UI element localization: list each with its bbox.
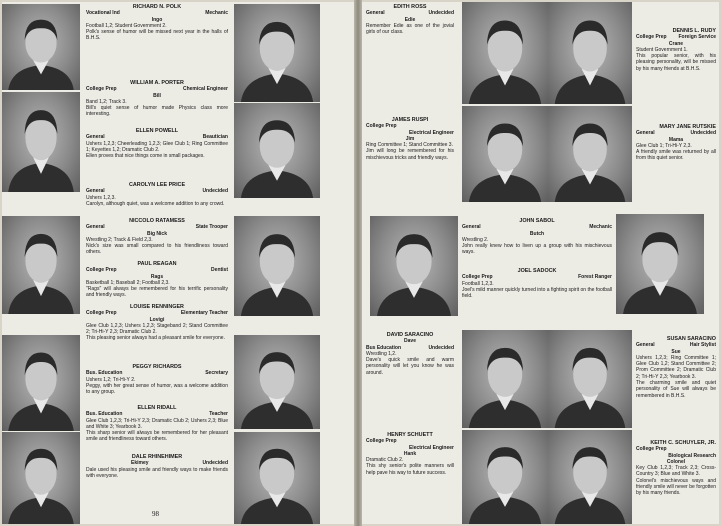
senior-entry <box>86 261 228 299</box>
activities: Wrestling 2. <box>462 236 489 243</box>
career-goal: Electrical Engineer <box>408 444 454 451</box>
senior-name: CAROLYN LEE PRICE <box>128 182 186 188</box>
description: This pleasing senior always had a pleasant smile for everyone. <box>86 335 225 342</box>
career-goal: Forest Ranger <box>578 274 612 281</box>
description: Peggy, with her great sense of humor, was a welcome addition to any group. <box>86 382 228 396</box>
senior-name: JOHN SABOL <box>519 218 555 224</box>
activities: Ring Committee 1; Stand Committee 3. <box>366 142 453 149</box>
nickname: Edie <box>404 16 416 23</box>
description: Bill's quiet sense of humor made Physics class more interesting. <box>86 105 228 118</box>
nickname: Dave <box>404 338 416 345</box>
senior-entry <box>636 440 716 497</box>
activities: Glee Club 1; Tri-Hi-Y 2,3. <box>636 142 692 149</box>
senior-name: JOEL SADOCK <box>517 268 557 274</box>
career-goal: Electrical Engineer <box>408 129 454 136</box>
career-goal: Dentist <box>211 267 228 274</box>
activities: Key Club 1,2,3; Track 2,3; Cross-Country 3; Blue and White 3. <box>636 465 716 478</box>
senior-name: NICCOLO RATAMESS <box>129 218 185 224</box>
senior-name: SUSAN SARACINO <box>666 336 716 342</box>
course: Bus. Education <box>86 370 123 377</box>
description: John really knew how to liven up a group with his mischievous ways. <box>462 243 612 256</box>
senior-portrait <box>548 2 632 104</box>
description: Colonel's mischievous ways and friendly smile will never be forgotten by his many friends. <box>636 477 716 497</box>
senior-entry <box>636 28 716 72</box>
description: This popular senior, with his pleasing personality, will be missed by his many friends at B.H.S. <box>636 53 716 72</box>
senior-portrait <box>2 335 80 431</box>
senior-entry <box>462 218 612 256</box>
description: A friendly smile was returned by all from this quiet senior. <box>636 149 716 162</box>
activities: Wrestling 1,2. <box>366 350 397 357</box>
senior-portrait <box>2 4 80 90</box>
career-goal: Secretary <box>205 370 228 377</box>
senior-portrait <box>234 432 320 524</box>
senior-name: PAUL REAGAN <box>137 261 177 267</box>
description: The charming smile and quiet personality of Sue will always be remembered in B.H.S. <box>636 380 716 399</box>
activities: Ushers 1,2; Tri-Hi-Y 2. <box>86 376 136 383</box>
career-goal: Chemical Engineer <box>182 86 228 93</box>
nickname: Butch <box>529 230 545 237</box>
senior-entry <box>86 405 228 443</box>
nickname: Crane <box>668 40 684 47</box>
senior-name: MARY JANE RUTSKIE <box>659 124 716 130</box>
career-goal: Hair Stylist <box>689 342 716 349</box>
course: General <box>636 342 655 349</box>
senior-entry <box>86 4 228 42</box>
course: College Prep <box>462 274 493 281</box>
senior-portrait <box>548 330 632 428</box>
senior-name: DALE RHINEHIMER <box>131 454 183 460</box>
senior-entry <box>86 364 228 395</box>
nickname: Mama <box>668 136 684 143</box>
senior-name: WILLIAM A. PORTER <box>130 80 184 86</box>
course: Vocational Ind <box>86 10 120 17</box>
senior-entry <box>86 454 228 479</box>
senior-portrait <box>462 430 548 524</box>
senior-entry <box>462 268 612 299</box>
nickname: Sue <box>671 348 681 355</box>
career-goal: Undecided <box>202 460 228 467</box>
activities: Glee Club 1,2,3; Tri-Hi-Y 2,3; Dramatic Club 2; Ushers 2,3; Blue and White 3; Yearbook 3. <box>86 417 228 430</box>
senior-name: JAMES RUSPI <box>391 117 429 123</box>
course: Bus Education <box>366 344 402 351</box>
book-gutter <box>354 0 362 526</box>
nickname: Bill <box>153 92 161 99</box>
description: Jim will long be remembered for his mischievous tricks and friendly ways. <box>366 148 454 161</box>
activities: Football 1,2,3. <box>462 280 494 287</box>
activities: Basketball 1; Baseball 2; Football 2,3. <box>86 279 170 286</box>
senior-name: ELLEN POWELL <box>135 128 179 134</box>
senior-entry <box>86 128 228 159</box>
senior-portrait <box>234 216 320 316</box>
nickname: Ingo <box>151 16 163 23</box>
nickname: Rags <box>150 273 164 280</box>
career-goal: Undecided <box>690 130 716 137</box>
senior-portrait <box>616 214 704 314</box>
senior-portrait <box>370 216 458 316</box>
senior-entry <box>636 336 716 399</box>
description: Ellen proves that nice things come in small packages. <box>86 153 205 160</box>
description: This shy senior's polite manners will help pave his way to future success. <box>366 463 454 476</box>
activities: Glee Club 1,2,3; Ushers 1,2,3; Stageband 2; Stand Committee 2; Tri-Hi-Y 2,3; Dramatic Club 2. <box>86 322 228 336</box>
senior-entry <box>86 80 228 118</box>
course: College Prep <box>86 267 117 274</box>
left-page <box>2 2 354 524</box>
course: General <box>462 224 481 231</box>
senior-portrait <box>234 103 320 198</box>
activities: Dramatic Club 2. <box>366 457 404 464</box>
senior-entry <box>86 182 228 207</box>
career-goal: Undecided <box>428 10 454 17</box>
career-goal: Undecided <box>428 344 454 351</box>
course: General <box>86 188 105 195</box>
senior-name: DAVID SARACINO <box>386 332 434 338</box>
senior-portrait <box>2 216 80 314</box>
senior-portrait <box>462 2 548 104</box>
senior-name: PEGGY RICHARDS <box>132 364 182 370</box>
description: Remember Edie as one of the jovial girls of our class. <box>366 22 454 36</box>
activities: Wrestling 2; Track & Field 2,3. <box>86 236 153 243</box>
senior-entry <box>366 432 454 476</box>
nickname: Colonel <box>666 458 686 465</box>
senior-portrait <box>234 4 320 102</box>
senior-name: DENNIS L. RUDY <box>672 28 716 34</box>
senior-entry <box>366 4 454 35</box>
activities: Band 1,2; Track 3. <box>86 98 127 105</box>
senior-name: LOUISE RENNINGER <box>130 304 184 310</box>
senior-portrait <box>548 430 632 524</box>
career-goal: Mechanic <box>589 224 612 231</box>
activities: Football 1,2; Student Government 2. <box>86 22 167 29</box>
career-goal: Beautician <box>202 134 228 141</box>
senior-entry <box>366 332 454 376</box>
senior-portrait <box>234 335 320 429</box>
activities: Ushers 1,2,3. <box>86 194 116 201</box>
senior-entry <box>636 124 716 162</box>
course: General <box>86 224 105 231</box>
nickname: Hank <box>403 450 417 457</box>
senior-name: KEITH C. SCHUYLER, JR. <box>650 440 716 446</box>
activities: Ushers 1,2,3; Cheerleading 1,2,3; Glee Club 1; Ring Committee 1; Keyettes 1,2; Dramatic Club 2. <box>86 140 228 153</box>
senior-name: RICHARD N. POLK <box>132 4 182 10</box>
course: General <box>366 10 385 17</box>
career-goal: Teacher <box>209 411 228 418</box>
senior-portrait <box>548 106 632 202</box>
description: "Rags" will always be remembered for his terrific personality and friendly ways. <box>86 286 228 299</box>
career-goal: Biological Research <box>668 452 716 459</box>
course: College Prep <box>636 446 667 453</box>
senior-name: ELLEN RIDALL <box>137 405 177 411</box>
course: College Prep <box>366 123 397 130</box>
nickname: Lovigi <box>149 316 165 323</box>
activities: Student Government 1. <box>636 46 688 53</box>
right-page <box>362 2 719 524</box>
nickname: Ekimey <box>131 460 149 467</box>
senior-entry <box>86 304 228 342</box>
course: College Prep <box>86 310 117 317</box>
senior-portrait <box>462 106 548 202</box>
career-goal: State Trooper <box>195 224 228 231</box>
senior-entry <box>366 117 454 161</box>
description: Nick's size was small compared to his friendliness toward others. <box>86 243 228 256</box>
description: Polk's sense of humor will be missed next year in the halls of B.H.S. <box>86 29 228 42</box>
senior-portrait <box>462 330 548 428</box>
senior-portrait <box>2 92 80 192</box>
nickname: Jim <box>405 135 415 142</box>
career-goal: Elementary Teacher <box>180 310 228 317</box>
senior-name: EDITH ROSS <box>393 4 427 10</box>
course: College Prep <box>86 86 117 93</box>
description: Dale used his pleasing smile and friendly ways to make friends with everyone. <box>86 466 228 479</box>
course: College Prep <box>366 438 397 445</box>
description: Dave's quick smile and warm personality will let you know he was around. <box>366 357 454 376</box>
senior-entry <box>86 218 228 256</box>
career-goal: Undecided <box>202 188 228 195</box>
description: Carolyn, although quiet, was a welcome addition to any crowd. <box>86 200 225 207</box>
description: Joel's mild manner quickly turned into a fighting spirit on the football field. <box>462 286 612 300</box>
career-goal: Mechanic <box>205 10 228 17</box>
senior-name: HENRY SCHUETT <box>387 432 433 438</box>
nickname: Big Nick <box>146 230 167 237</box>
page-number: 98 <box>152 510 159 518</box>
activities: Ushers 1,2,3; Ring Committee 1; Glee Club 1,2; Stand Committee 2; Prom Committee 2; Dramatic Club 2; Tri-Hi-Y 2,3; Yearbook 3. <box>636 354 716 380</box>
course: College Prep <box>636 34 667 41</box>
course: Bus. Education <box>86 411 123 418</box>
senior-portrait <box>2 432 80 524</box>
course: General <box>636 130 655 137</box>
course: General <box>86 134 105 141</box>
career-goal: Foreign Service <box>678 34 716 41</box>
description: This sharp senior will always be remembered for her pleasant smile and friendliness toward others. <box>86 430 228 443</box>
